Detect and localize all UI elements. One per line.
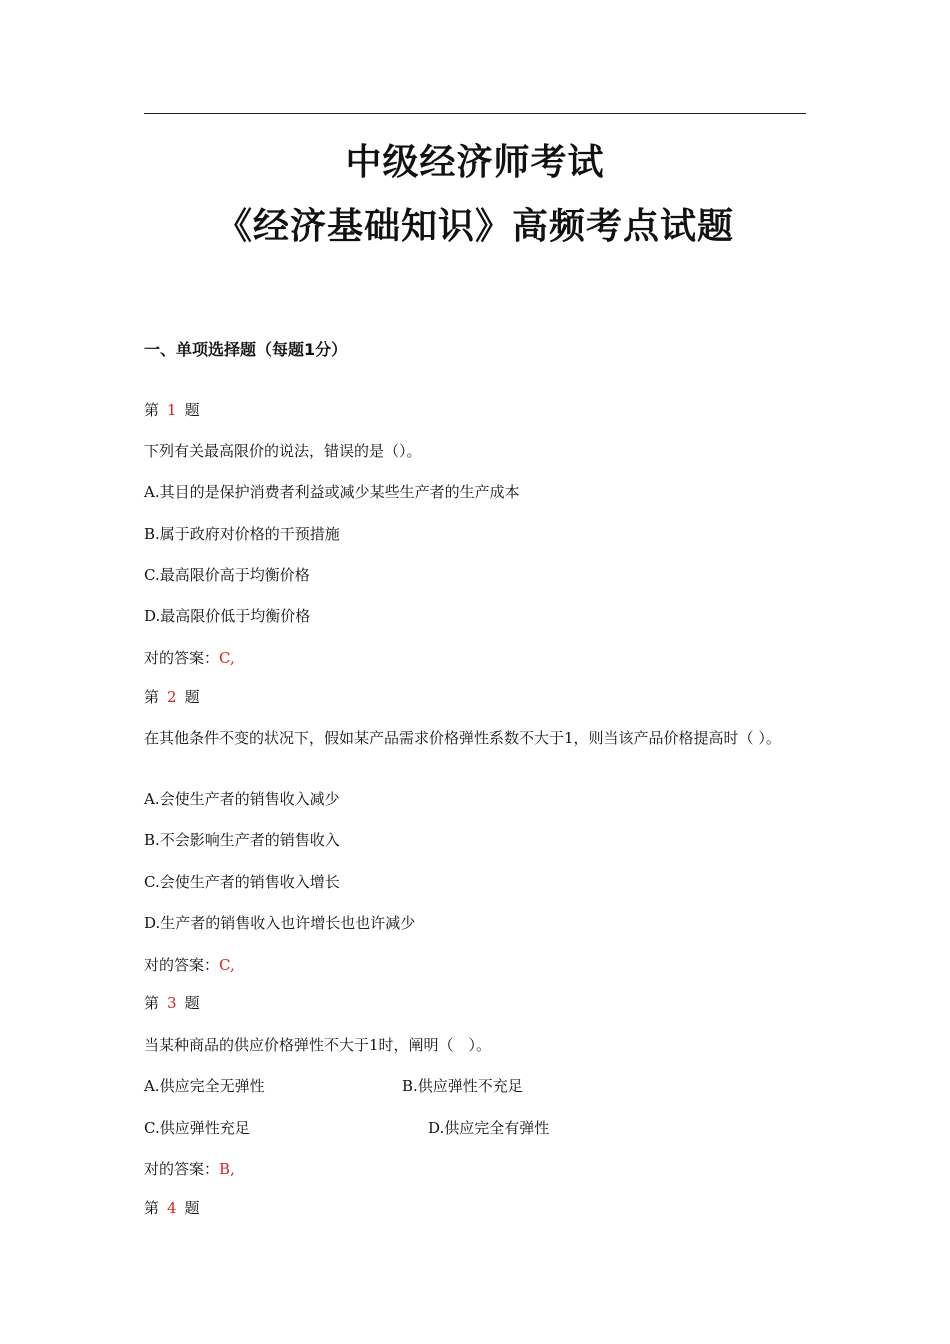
- question-heading: [144, 1198, 200, 1218]
- answer-line: [144, 648, 235, 668]
- question-stem: 在其他条件不变的状况下，假如某产品需求价格弹性系数不大于1，则当该产品价格提高时（ ）。: [144, 729, 781, 747]
- option: A.其目的是保护消费者利益或减少某些生产者的生产成本: [144, 483, 520, 501]
- question-number: 4: [167, 1199, 177, 1217]
- question-heading: [144, 687, 200, 707]
- answer-value: B,: [219, 1160, 235, 1178]
- question-heading: [144, 400, 200, 420]
- option: A.会使生产者的销售收入减少: [144, 790, 340, 808]
- answer-label: 对的答案：: [144, 956, 220, 974]
- question-stem: 下列有关最高限价的说法，错误的是（）。: [144, 442, 422, 460]
- question-suffix: 题: [184, 994, 200, 1012]
- option: D.最高限价低于均衡价格: [144, 607, 311, 625]
- option: B.不会影响生产者的销售收入: [144, 831, 340, 849]
- option: C.会使生产者的销售收入增长: [144, 873, 340, 891]
- option: C.最高限价高于均衡价格: [144, 566, 310, 584]
- question-prefix: 第: [144, 401, 160, 419]
- option: B.供应弹性不充足: [402, 1077, 523, 1095]
- option: D.供应完全有弹性: [428, 1119, 550, 1137]
- option: C.供应弹性充足: [144, 1119, 250, 1137]
- section-title: 一、单项选择题（每题1分）: [144, 340, 348, 359]
- question-suffix: 题: [184, 1199, 200, 1217]
- question-prefix: 第: [144, 1199, 160, 1217]
- question-number: 3: [167, 994, 177, 1012]
- question-number: 2: [167, 688, 177, 706]
- question-suffix: 题: [184, 688, 200, 706]
- page-title-line2: 《经济基础知识》高频考点试题: [215, 206, 734, 247]
- option: B.属于政府对价格的干预措施: [144, 525, 340, 543]
- option: A.供应完全无弹性: [144, 1077, 265, 1095]
- answer-line: [144, 1159, 235, 1179]
- answer-value: C,: [219, 956, 235, 974]
- option: D.生产者的销售收入也许增长也也许减少: [144, 914, 416, 932]
- question-prefix: 第: [144, 688, 160, 706]
- question-prefix: 第: [144, 994, 160, 1012]
- answer-line: [144, 955, 235, 975]
- question-heading: [144, 993, 200, 1013]
- answer-label: 对的答案：: [144, 1160, 220, 1178]
- question-suffix: 题: [184, 401, 200, 419]
- question-stem: 当某种商品的供应价格弹性不大于1时，阐明（ ）。: [144, 1036, 492, 1054]
- answer-label: 对的答案：: [144, 649, 220, 667]
- answer-value: C,: [219, 649, 235, 667]
- top-rule: [144, 113, 806, 114]
- page-title-line1: 中级经济师考试: [345, 142, 605, 183]
- question-number: 1: [167, 401, 177, 419]
